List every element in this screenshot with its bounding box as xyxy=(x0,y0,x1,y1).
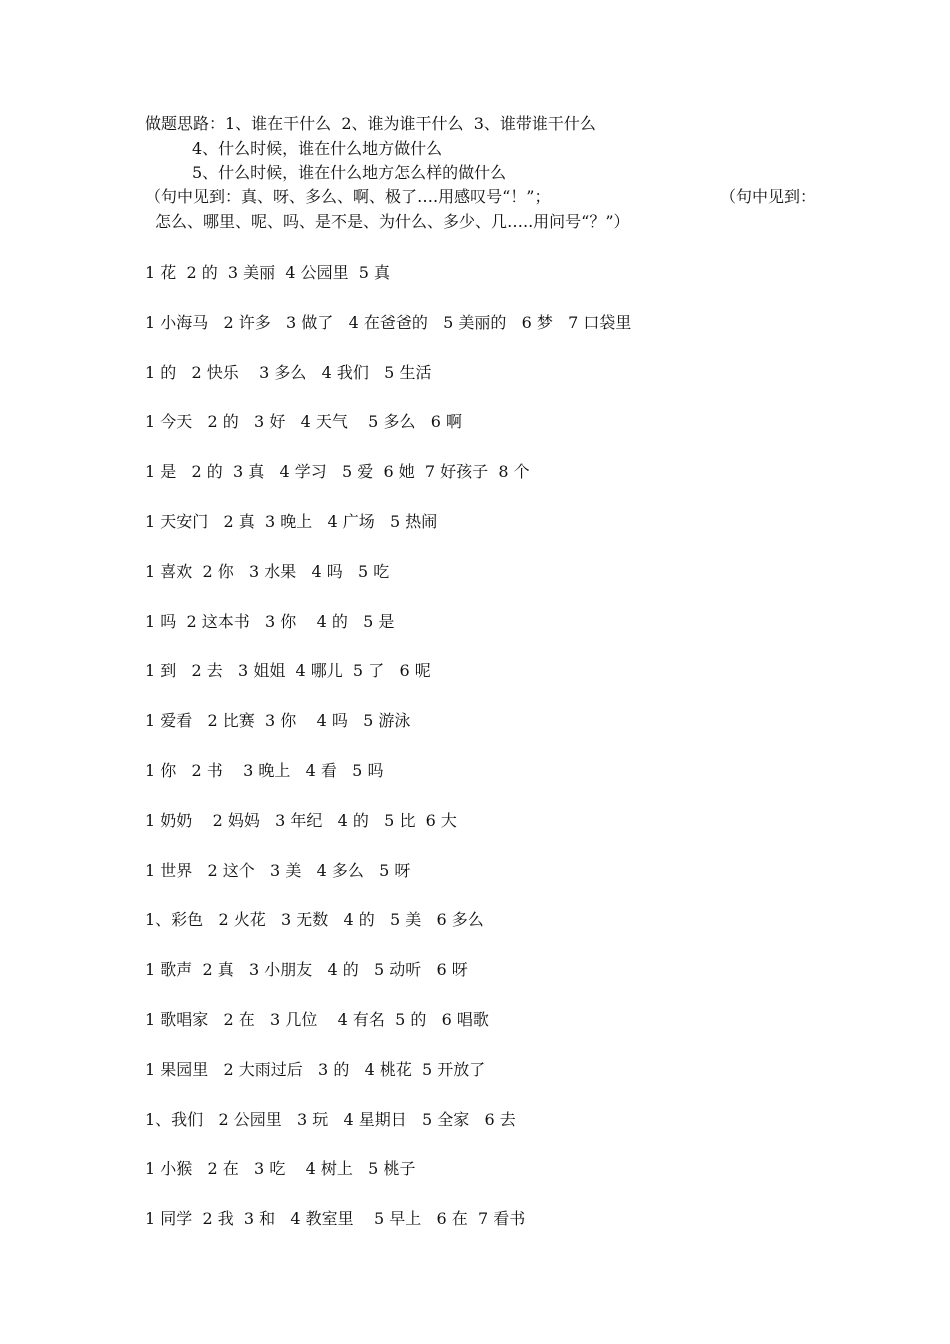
exercise-item: 1 小猴 2 在 3 吃 4 树上 5 桃子 xyxy=(145,1159,416,1179)
exercise-item: 1 花 2 的 3 美丽 4 公园里 5 真 xyxy=(145,263,391,282)
question-rule-start: （句中见到： xyxy=(720,187,817,206)
exercise-item: 1 小海马 2 许多 3 做了 4 在爸爸的 5 美丽的 6 梦 7 口袋里 xyxy=(145,312,632,332)
exercise-item: 1 歌声 2 真 3 小朋友 4 的 5 动听 6 呀 xyxy=(145,960,468,980)
exercise-item: 1 喜欢 2 你 3 水果 4 吗 5 吃 xyxy=(145,561,390,581)
exercise-item: 1 同学 2 我 3 和 4 教室里 5 早上 6 在 7 看书 xyxy=(145,1209,526,1229)
exercise-item: 1 到 2 去 3 姐姐 4 哪儿 5 了 6 呢 xyxy=(145,661,431,681)
exercise-item: 1 你 2 书 3 晚上 4 看 5 吗 xyxy=(145,760,384,780)
exercise-item: 1 奶奶 2 妈妈 3 年纪 4 的 5 比 6 大 xyxy=(145,810,457,830)
exercise-item: 1 的 2 快乐 3 多么 4 我们 5 生活 xyxy=(145,362,432,382)
exercise-item: 1 果园里 2 大雨过后 3 的 4 桃花 5 开放了 xyxy=(145,1059,486,1079)
exercise-item: 1 今天 2 的 3 好 4 天气 5 多么 6 啊 xyxy=(145,412,462,432)
exercise-item: 1、彩色 2 火花 3 无数 4 的 5 美 6 多么 xyxy=(145,910,484,930)
exercise-item: 1 天安门 2 真 3 晚上 4 广场 5 热闹 xyxy=(145,511,438,531)
exercise-item: 1、我们 2 公园里 3 玩 4 星期日 5 全家 6 去 xyxy=(145,1109,516,1129)
question-rule: 怎么、哪里、呢、吗、是不是、为什么、多少、几…..用问号“？”） xyxy=(155,212,630,231)
exercise-item: 1 吗 2 这本书 3 你 4 的 5 是 xyxy=(145,611,395,631)
exercise-item: 1 是 2 的 3 真 4 学习 5 爱 6 她 7 好孩子 8 个 xyxy=(145,462,530,482)
instruction-line-1: 做题思路：1、谁在干什么 2、谁为谁干什么 3、谁带谁干什么 xyxy=(145,114,596,133)
exclamation-rule: （句中见到：真、呀、多么、啊、极了….用感叹号“！”； xyxy=(145,187,551,206)
instruction-line-3: 5、什么时候，谁在什么地方怎么样的做什么 xyxy=(192,163,507,182)
instruction-line-2: 4、什么时候，谁在什么地方做什么 xyxy=(192,139,443,158)
exercise-item: 1 世界 2 这个 3 美 4 多么 5 呀 xyxy=(145,860,411,880)
exercise-list xyxy=(145,263,631,1259)
exercise-item: 1 歌唱家 2 在 3 几位 4 有名 5 的 6 唱歌 xyxy=(145,1009,489,1029)
exercise-item: 1 爱看 2 比赛 3 你 4 吗 5 游泳 xyxy=(145,711,411,731)
